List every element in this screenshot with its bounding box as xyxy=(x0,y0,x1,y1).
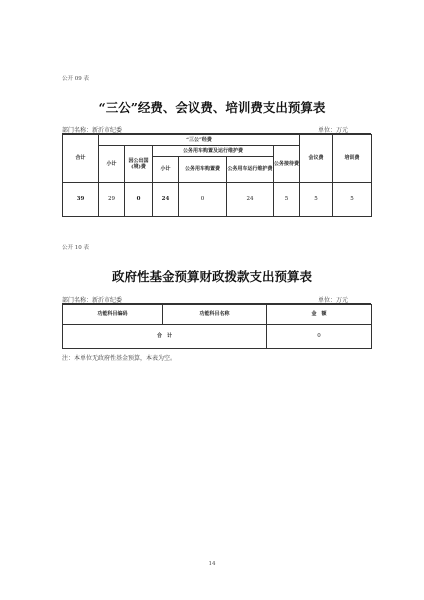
total-label: 合 计 xyxy=(63,325,267,349)
total-value: 0 xyxy=(267,325,372,349)
value-training: 5 xyxy=(333,183,372,217)
header-name: 功能科目名称 xyxy=(163,305,267,325)
header-training: 培训费 xyxy=(333,135,372,183)
value-reception: 5 xyxy=(274,183,300,217)
header-sangong: “三公”经费 xyxy=(99,135,300,146)
table10-title: 政府性基金预算财政拨款支出预算表 xyxy=(111,269,312,284)
table10 xyxy=(62,304,372,349)
value-meeting: 5 xyxy=(300,183,333,217)
page-number: 14 xyxy=(208,561,216,567)
value-subtotal: 29 xyxy=(99,183,125,217)
table10-dept: 部门名称：新沂市纪委 xyxy=(62,297,123,304)
table09-unit: 单位：万元 xyxy=(318,127,349,134)
value-vehicle-purchase: 0 xyxy=(179,183,227,217)
header-amount: 金 额 xyxy=(267,305,372,325)
value-vehicle-operation: 24 xyxy=(227,183,274,217)
header-total: 合计 xyxy=(63,135,99,183)
table09-dept: 部门名称：新沂市纪委 xyxy=(62,127,123,134)
header-vehicle-purchase: 公务用车购置费 xyxy=(179,157,227,183)
table10-note: 注：本单位无政府性基金预算，本表为空。 xyxy=(62,355,177,362)
header-meeting: 会议费 xyxy=(300,135,333,183)
header-vehicle-operation: 公务用车运行维护费 xyxy=(227,157,274,183)
header-vehicle-subtotal: 小计 xyxy=(153,157,179,183)
header-reception: 公务接待费 xyxy=(274,146,300,183)
table09 xyxy=(62,134,372,217)
table10-unit: 单位：万元 xyxy=(318,297,349,304)
header-abroad: 因公出国(境)费 xyxy=(125,146,153,183)
table10-label: 公开 10 表 xyxy=(62,245,89,251)
table09-label: 公开 09 表 xyxy=(62,76,89,82)
value-total: 39 xyxy=(63,183,99,217)
value-abroad: 0 xyxy=(125,183,153,217)
table09-title: “三公”经费、会议费、培训费支出预算表 xyxy=(98,100,326,115)
header-code: 功能科目编码 xyxy=(63,305,163,325)
value-vehicle-subtotal: 24 xyxy=(153,183,179,217)
header-vehicle-group: 公务用车购置及运行维护费 xyxy=(153,146,274,157)
header-subtotal: 小计 xyxy=(99,146,125,183)
